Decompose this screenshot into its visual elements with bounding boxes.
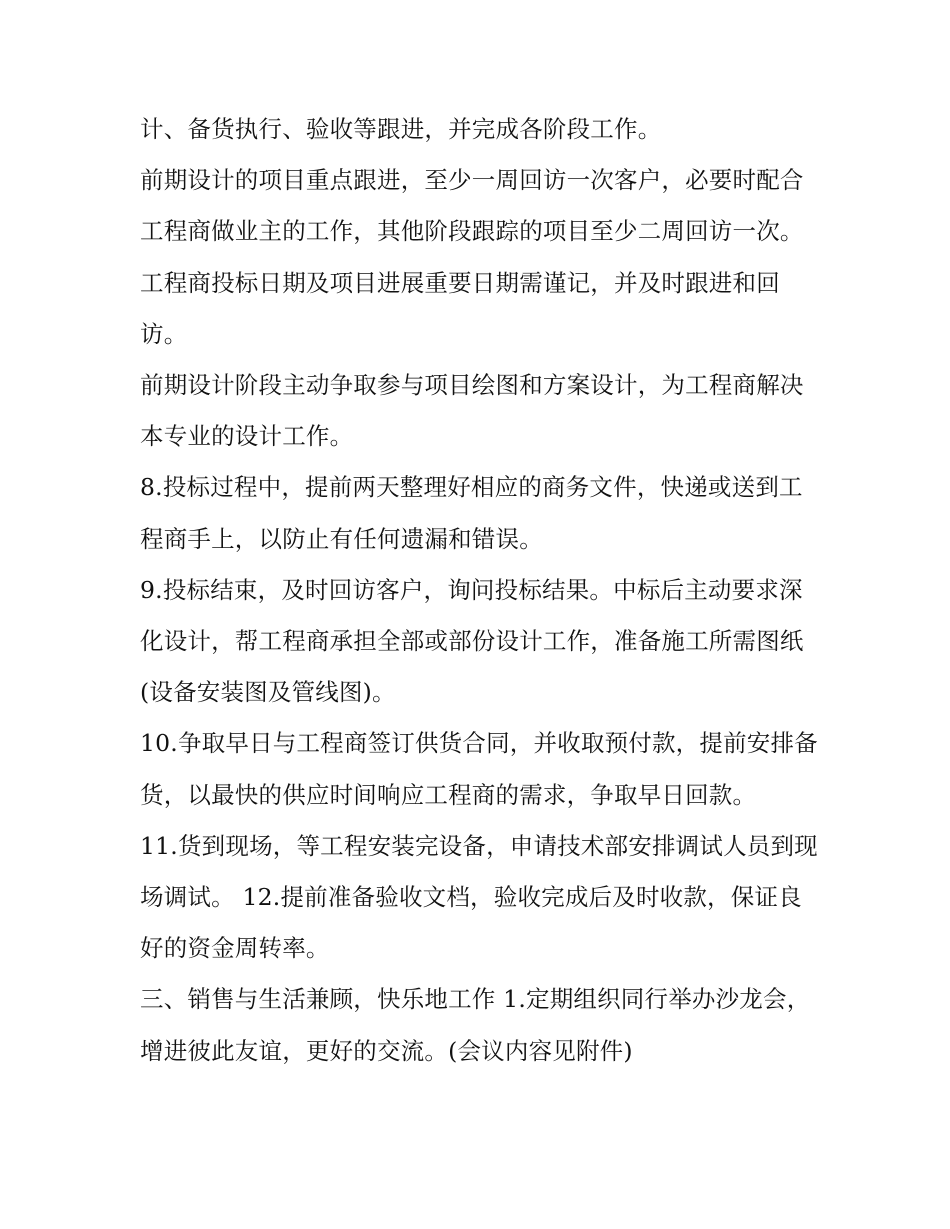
paragraph-item-10: 10.争取早日与工程商签订供货合同，并收取预付款，提前安排备货，以最快的供应时间响应工程商的需求，争取早日回款。 bbox=[140, 729, 818, 809]
paragraph-early-design-followup: 前期设计的项目重点跟进，至少一周回访一次客户，必要时配合工程商做业主的工作，其他阶段跟踪的项目至少二周回访一次。工程商投标日期及项目进展重要日期需谨记，并及时跟进和回访。 bbox=[140, 166, 804, 348]
paragraph-design-participation: 前期设计阶段主动争取参与项目绘图和方案设计，为工程商解决本专业的设计工作。 bbox=[140, 371, 804, 451]
paragraph-item-11-12: 11.货到现场，等工程安装完设备，申请技术部安排调试人员到现场调试。 12.提前准备验收文档，验收完成后及时收款，保证良好的资金周转率。 bbox=[140, 831, 818, 963]
document-body bbox=[140, 104, 820, 1077]
paragraph-section-3: 三、销售与生活兼顾，快乐地工作 1.定期组织同行举办沙龙会，增进彼此友谊，更好的交流。(会议内容见附件) bbox=[140, 985, 811, 1065]
paragraph-item-9: 9.投标结束，及时回访客户，询问投标结果。中标后主动要求深化设计，帮工程商承担全部或部份设计工作，准备施工所需图纸(设备安装图及管线图)。 bbox=[140, 575, 804, 707]
paragraph-continuation: 计、备货执行、验收等跟进，并完成各阶段工作。 bbox=[140, 115, 662, 143]
paragraph-item-8: 8.投标过程中，提前两天整理好相应的商务文件，快递或送到工程商手上，以防止有任何遗漏和错误。 bbox=[140, 473, 803, 553]
